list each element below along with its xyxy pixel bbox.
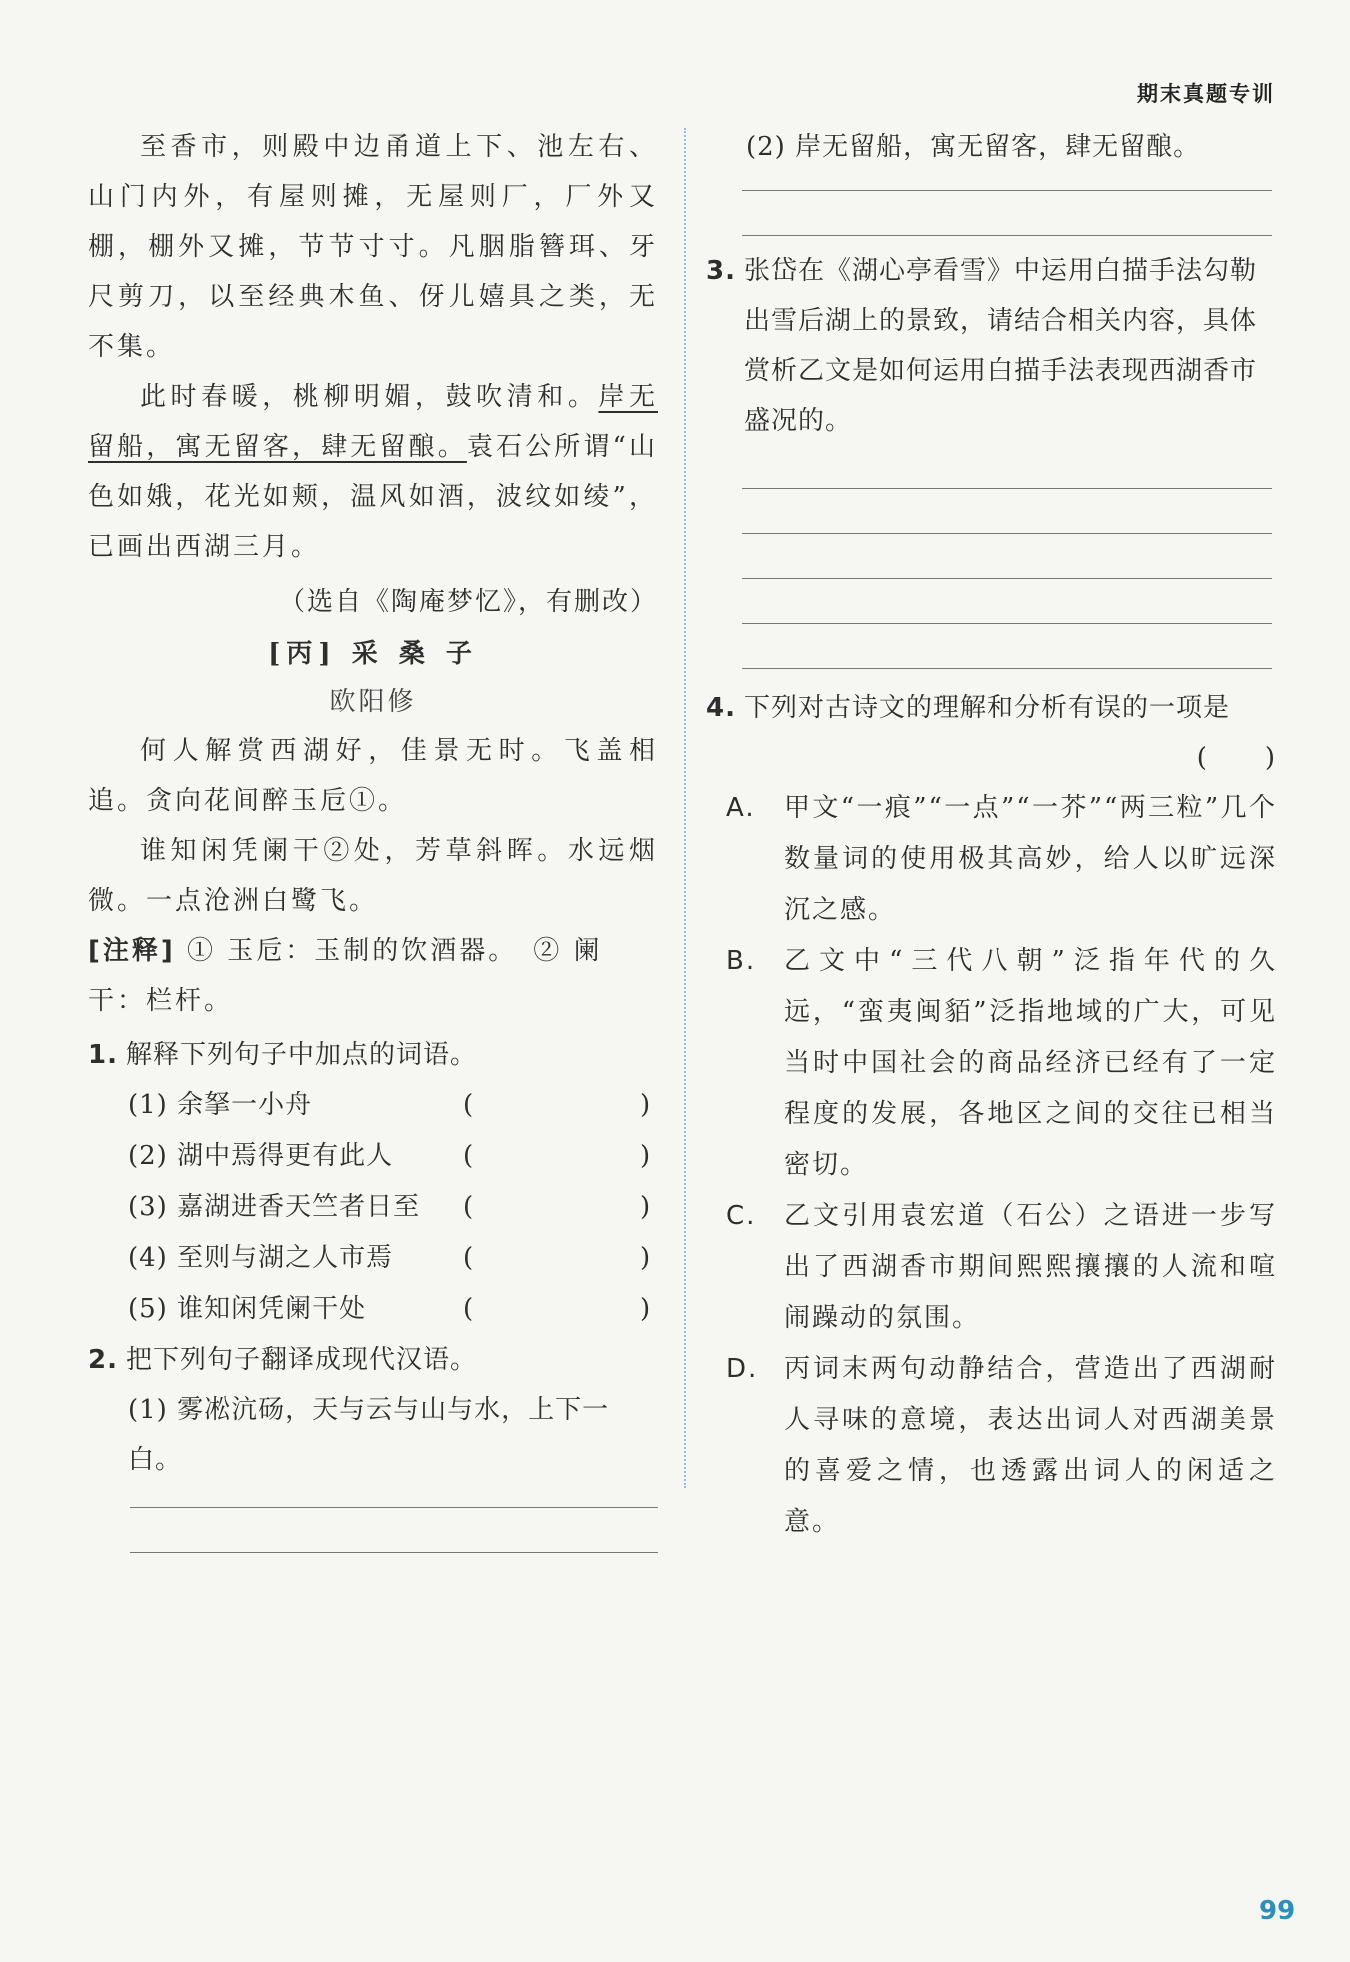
option-text: 甲文“一痕”“一点”“一芥”“两三粒”几个数量词的使用极其高妙，给人以旷远深沉之感。 bbox=[784, 793, 1277, 925]
q1-item-text: (4) 至则与湖之人市焉 bbox=[128, 1243, 394, 1273]
question-text: 张岱在《湖心亭看雪》中运用白描手法勾勒出雪后湖上的景致，请结合相关内容，具体赏析乙文是如何运用白描手法表现西湖香市盛况的。 bbox=[744, 256, 1258, 436]
passage-paragraph-2 bbox=[88, 372, 658, 572]
answer-paren-open: ( bbox=[463, 1141, 475, 1171]
answer-paren-open: ( bbox=[463, 1192, 475, 1222]
page-header: 期末真题专训 bbox=[1137, 82, 1275, 106]
right-column bbox=[706, 122, 1277, 1548]
option-text: 乙文中“三代八朝”泛指年代的久远，“蛮夷闽貊”泛指地域的广大，可见当时中国社会的商品经济已经有了一定程度的发展，各地区之间的交往已相当密切。 bbox=[784, 946, 1277, 1180]
answer-paren-open: ( bbox=[463, 1243, 475, 1273]
poem-title-text: 采 桑 子 bbox=[351, 639, 478, 669]
q1-item-text: (2) 湖中焉得更有此人 bbox=[128, 1141, 394, 1171]
option-text: 丙词末两句动静结合，营造出了西湖耐人寻味的意境，表达出词人对西湖美景的喜爱之情，也透露出词人的闲适之意。 bbox=[784, 1354, 1277, 1537]
q1-item-text: (3) 嘉湖进香天竺者日至 bbox=[128, 1192, 421, 1222]
q1-item-text: (1) 余拏一小舟 bbox=[128, 1090, 313, 1120]
question-2 bbox=[88, 1335, 658, 1385]
answer-line[interactable] bbox=[742, 533, 1272, 534]
poem-author: 欧阳修 bbox=[329, 687, 417, 717]
poem-stanza-1: 何人解赏西湖好，佳景无时。飞盖相追。贪向花间醉玉卮①。 bbox=[88, 736, 658, 816]
answer-paren-close: ) bbox=[640, 1294, 652, 1324]
question-3 bbox=[706, 246, 1277, 446]
passage-source: （选自《陶庵梦忆》，有删改） bbox=[278, 587, 658, 617]
q2-sub-1: (1) 雾凇沆砀，天与云与山与水，上下一白。 bbox=[128, 1395, 610, 1475]
answer-line[interactable] bbox=[130, 1552, 658, 1553]
question-text: 下列对古诗文的理解和分析有误的一项是 bbox=[744, 693, 1231, 723]
answer-line[interactable] bbox=[130, 1507, 658, 1508]
q1-item bbox=[88, 1131, 658, 1182]
q1-item bbox=[88, 1284, 658, 1335]
answer-paren-open: ( bbox=[463, 1294, 475, 1324]
answer-paren-close: ) bbox=[640, 1192, 652, 1222]
passage-paragraph-1: 至香市，则殿中边甬道上下、池左右、山门内外，有屋则摊，无屋则厂，厂外又棚，棚外又摊，节节寸寸。凡胭脂簪珥、牙尺剪刀，以至经典木鱼、伢儿嬉具之类，无不集。 bbox=[88, 132, 658, 362]
answer-line[interactable] bbox=[742, 578, 1272, 579]
column-divider bbox=[684, 128, 686, 1488]
q2-sub-2: (2) 岸无留船，寓无留客，肆无留酿。 bbox=[746, 132, 1201, 162]
option-c bbox=[706, 1191, 1277, 1344]
poem-label: [丙] bbox=[268, 639, 337, 669]
answer-line[interactable] bbox=[742, 623, 1272, 624]
page-number: 99 bbox=[1259, 1896, 1296, 1926]
option-letter: D. bbox=[726, 1354, 759, 1384]
option-text: 乙文引用袁宏道（石公）之语进一步写出了西湖香市期间熙熙攘攘的人流和喧闹躁动的氛围。 bbox=[784, 1201, 1277, 1333]
q1-item-text: (5) 谁知闲凭阑干处 bbox=[128, 1294, 367, 1324]
answer-paren-close: ) bbox=[640, 1090, 652, 1120]
question-number: 3. bbox=[706, 256, 736, 286]
passage-text: 此时春暖，桃柳明媚，鼓吹清和。 bbox=[140, 382, 599, 412]
q1-item bbox=[88, 1233, 658, 1284]
question-number: 2. bbox=[88, 1345, 118, 1375]
annotation bbox=[88, 926, 658, 1026]
poem-stanza-2: 谁知闲凭阑干②处，芳草斜晖。水远烟微。一点沧洲白鹭飞。 bbox=[88, 836, 658, 916]
option-b bbox=[706, 936, 1277, 1191]
question-number: 1. bbox=[88, 1040, 118, 1070]
question-text: 解释下列句子中加点的词语。 bbox=[126, 1040, 478, 1070]
annotation-text: ① 玉卮：玉制的饮酒器。 ② 阑干：栏杆。 bbox=[88, 936, 603, 1016]
answer-paren-open: ( bbox=[463, 1090, 475, 1120]
answer-line[interactable] bbox=[742, 190, 1272, 191]
option-letter: B. bbox=[726, 946, 757, 976]
answer-paren-close: ) bbox=[640, 1141, 652, 1171]
option-d bbox=[706, 1344, 1277, 1548]
question-4 bbox=[706, 683, 1277, 733]
answer-line[interactable] bbox=[742, 235, 1272, 236]
q1-item bbox=[88, 1182, 658, 1233]
q1-item bbox=[88, 1080, 658, 1131]
question-1 bbox=[88, 1030, 658, 1080]
question-text: 把下列句子翻译成现代汉语。 bbox=[126, 1345, 478, 1375]
annotation-tag: [注释] bbox=[88, 936, 176, 966]
option-letter: C. bbox=[726, 1201, 757, 1231]
left-column bbox=[88, 122, 658, 1553]
option-a bbox=[706, 783, 1277, 936]
underlined-sentence: 岸无留船，寓无留客，肆无留酿。 bbox=[88, 382, 658, 462]
answer-paren[interactable]: ( ) bbox=[1196, 743, 1277, 773]
answer-line[interactable] bbox=[742, 668, 1272, 669]
passage-text: 袁石公所谓“山色如娥，花光如颊，温风如酒，波纹如绫”，已画出西湖三月。 bbox=[88, 432, 658, 562]
option-letter: A. bbox=[726, 793, 756, 823]
poem-title bbox=[88, 630, 658, 678]
answer-line[interactable] bbox=[742, 488, 1272, 489]
question-number: 4. bbox=[706, 693, 736, 723]
answer-paren-close: ) bbox=[640, 1243, 652, 1273]
